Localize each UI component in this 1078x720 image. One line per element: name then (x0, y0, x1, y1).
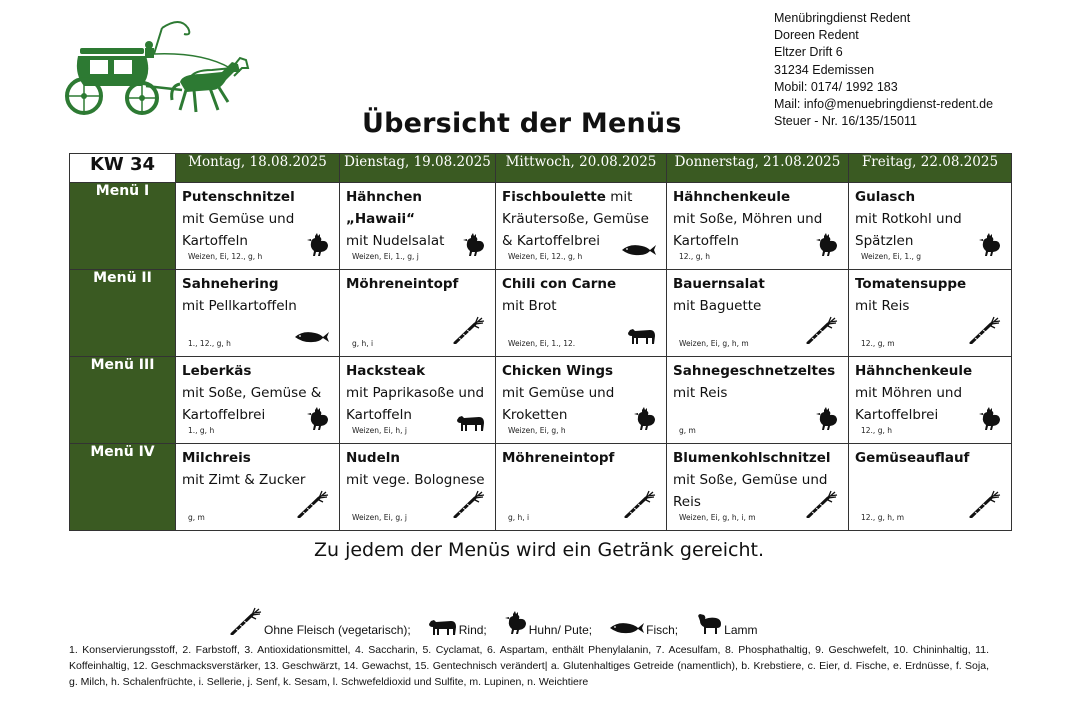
menu-cell (849, 270, 1012, 357)
beef-icon (429, 617, 457, 638)
dish-description: mit Paprikasoße und Kartoffeln (346, 385, 485, 423)
dish-description: mit Reis (673, 385, 728, 401)
fish-icon (295, 329, 329, 348)
vegetarian-icon (806, 316, 838, 348)
vegetarian-icon (453, 316, 485, 348)
menu-row (70, 183, 1012, 270)
chicken-icon (979, 233, 1001, 261)
mobile: Mobil: 0174/ 1992 183 (774, 79, 898, 94)
menu-cell (340, 270, 496, 357)
dish-name: Leberkäs (182, 363, 252, 379)
chicken-icon (505, 611, 527, 638)
vegetarian-icon (624, 490, 656, 522)
dish-name: Milchreis (182, 450, 251, 466)
allergen-codes: Weizen, Ei, 12., g, h (508, 252, 583, 261)
page-title: Übersicht der Menüs (362, 108, 682, 139)
dish-name: Hähnchen „Hawaii“ (346, 189, 423, 227)
menu-cell (667, 444, 849, 531)
chicken-icon (463, 233, 485, 261)
allergen-codes: Weizen, Ei, g, h, m (679, 339, 749, 348)
company-name: Menübringdienst Redent (774, 11, 911, 25)
dish-description: mit Soße, Möhren und Kartoffeln (673, 211, 823, 249)
stagecoach-logo (62, 14, 252, 122)
chicken-icon (816, 233, 838, 261)
legend-label: Fisch; (646, 623, 679, 637)
menu-cell (496, 357, 667, 444)
allergen-codes: Weizen, Ei, g, j (352, 513, 407, 522)
vegetarian-icon (969, 316, 1001, 348)
dish-description: mit Gemüse und Kroketten (502, 385, 615, 423)
allergen-codes: 12., g, h (679, 252, 710, 261)
chicken-icon (979, 407, 1001, 435)
allergen-codes: 12., g, h, m (861, 513, 905, 522)
legend-item (696, 613, 757, 638)
day-header: Dienstag, 19.08.2025 (340, 154, 496, 183)
allergen-codes: Weizen, Ei, 1., 12. (508, 339, 576, 348)
menu-label: Menü II (70, 270, 176, 357)
dish-description: mit Pellkartoffeln (182, 298, 297, 314)
vegetarian-icon (806, 490, 838, 522)
menu-cell (667, 270, 849, 357)
dish-name: Tomatensuppe (855, 276, 967, 292)
menu-cell (667, 183, 849, 270)
allergen-codes: g, m (188, 513, 205, 522)
dish-name: Hähnchenkeule (673, 189, 791, 205)
legend-item (610, 621, 678, 638)
allergen-codes: Weizen, Ei, g, h (508, 426, 566, 435)
vegetarian-icon (969, 490, 1001, 522)
menu-cell (496, 444, 667, 531)
allergen-codes: Weizen, Ei, h, j (352, 426, 407, 435)
chicken-icon (634, 407, 656, 435)
menu-cell (176, 444, 340, 531)
dish-description: mit Brot (502, 298, 557, 314)
vegetarian-icon (230, 607, 262, 638)
dish-description: mit Nudelsalat (346, 233, 445, 249)
allergen-codes: Weizen, Ei, 1., g (861, 252, 922, 261)
dish-name: Gulasch (855, 189, 916, 205)
dish-name: Putenschnitzel (182, 189, 295, 205)
allergen-codes: 1., 12., g, h (188, 339, 231, 348)
menu-cell (667, 357, 849, 444)
menu-label: Menü III (70, 357, 176, 444)
dish-description: mit Soße, Gemüse und Reis (673, 472, 828, 510)
allergen-footnote: 1. Konservierungsstoff, 2. Farbstoff, 3. Antioxidationsmittel, 4. Saccharin, 5. Cyclamat, 6. Aspartam, enthält Phenylalanin, 7. Acesulfam, 8. Phosphathaltig, 9. Geschwefelt, 10. Chininhaltig, 11. Koffeinhaltig, 12. Geschmacksverstärker, 13. Geschwärzt, 14. Gewachst, 15. Gentechnisch verändert| a. Glutenhaltiges Getreide (namentlich), b. Krebstiere, c. Eier, d. Fische, e. Erdnüsse, f. Soja, g. Milch, h. Schalenfrüchte, i. Sellerie, j. Senf, k. Sesam, l. Schwefeldioxid und Sulfite, m. Lupinen, n. Weichtiere (69, 644, 989, 688)
allergen-codes: 1., g, h (188, 426, 215, 435)
allergen-codes: 12., g, h (861, 426, 892, 435)
menu-table (69, 153, 1012, 531)
allergen-codes: Weizen, Ei, 12., g, h (188, 252, 263, 261)
dish-description: Kräutersoße, Gemüse & Kartoffelbrei (502, 211, 649, 249)
menu-cell (340, 357, 496, 444)
allergen-codes: g, m (679, 426, 696, 435)
menu-label: Menü IV (70, 444, 176, 531)
menu-cell (176, 183, 340, 270)
dish-name: Chicken Wings (502, 363, 614, 379)
menu-row (70, 444, 1012, 531)
legend-item (505, 611, 592, 638)
dish-description: mit Rotkohl und Spätzlen (855, 211, 962, 249)
menu-row (70, 270, 1012, 357)
dish-name: Möhreneintopf (502, 450, 615, 466)
fish-icon (610, 621, 644, 638)
menu-label: Menü I (70, 183, 176, 270)
dish-name: Gemüseauflauf (855, 450, 970, 466)
contact-name: Doreen Redent (774, 28, 859, 43)
beef-icon (628, 326, 656, 348)
address-block (774, 10, 993, 130)
allergen-codes: g, h, i (508, 513, 530, 522)
menu-cell (176, 357, 340, 444)
header-row (70, 154, 1012, 183)
email: Mail: info@menuebringdienst-redent.de (774, 97, 994, 112)
chicken-icon (307, 407, 329, 435)
dish-name: Nudeln (346, 450, 400, 466)
day-header: Freitag, 22.08.2025 (849, 154, 1012, 183)
fish-icon (622, 242, 656, 261)
menu-cell (849, 183, 1012, 270)
chicken-icon (816, 407, 838, 435)
menu-cell (340, 444, 496, 531)
menu-cell (849, 357, 1012, 444)
dish-name: Hacksteak (346, 363, 426, 379)
menu-cell (496, 270, 667, 357)
legend-label: Ohne Fleisch (vegetarisch); (264, 623, 411, 637)
week-label: KW 34 (70, 154, 176, 183)
allergen-codes: Weizen, Ei, 1., g, j (352, 252, 419, 261)
tax-number: Steuer - Nr. 16/135/15011 (774, 114, 917, 129)
chicken-icon (307, 233, 329, 261)
day-header: Montag, 18.08.2025 (176, 154, 340, 183)
dish-description: mit Zimt & Zucker (182, 472, 306, 488)
legend-item (429, 617, 487, 638)
menu-cell (496, 183, 667, 270)
allergen-codes: g, h, i (352, 339, 374, 348)
city: 31234 Edemissen (774, 62, 875, 77)
vegetarian-icon (453, 490, 485, 522)
menu-row (70, 357, 1012, 444)
allergen-codes: Weizen, Ei, g, h, i, m (679, 513, 756, 522)
dish-name: Fischboulette mit (502, 189, 633, 205)
dish-name: Chili con Carne (502, 276, 617, 292)
legend-label: Lamm (724, 623, 758, 637)
menu-cell (340, 183, 496, 270)
dish-description: mit Gemüse und Kartoffeln (182, 211, 295, 249)
allergen-codes: 12., g, m (861, 339, 895, 348)
dish-description: mit Baguette (673, 298, 762, 314)
legend-label: Huhn/ Pute; (528, 623, 593, 637)
dish-description: mit Reis (855, 298, 910, 314)
day-header: Donnerstag, 21.08.2025 (667, 154, 849, 183)
dish-description: mit vege. Bolognese (346, 472, 485, 488)
street: Eltzer Drift 6 (774, 45, 843, 60)
menu-cell (849, 444, 1012, 531)
drink-note: Zu jedem der Menüs wird ein Getränk gereicht. (313, 539, 764, 561)
dish-name: Bauernsalat (673, 276, 765, 292)
dish-name: Sahnehering (182, 276, 279, 292)
dish-name: Hähnchenkeule (855, 363, 973, 379)
legend-label: Rind; (458, 623, 487, 637)
lamb-icon (696, 613, 722, 638)
day-header: Mittwoch, 20.08.2025 (496, 154, 667, 183)
dish-name: Blumenkohlschnitzel (673, 450, 831, 466)
dish-description: mit Soße, Gemüse & Kartoffelbrei (182, 385, 322, 423)
dish-name: Möhreneintopf (346, 276, 459, 292)
menu-cell (176, 270, 340, 357)
vegetarian-icon (297, 490, 329, 522)
icon-legend (230, 607, 775, 638)
dish-name: Sahnegeschnetzeltes (673, 363, 836, 379)
dish-description: mit Möhren und Kartoffelbrei (855, 385, 963, 423)
beef-icon (457, 413, 485, 435)
legend-item (230, 607, 411, 638)
